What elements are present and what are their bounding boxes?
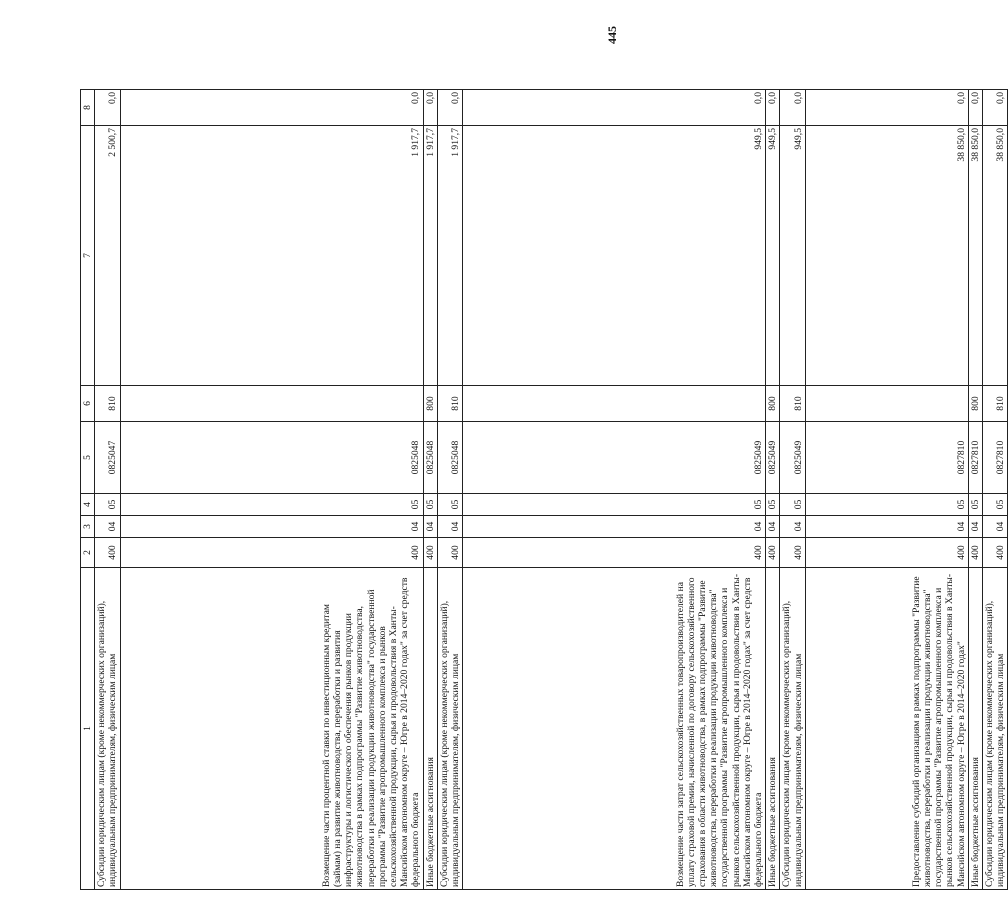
row-name: Возмещение части процентной ставки по инвестиционным кредитам (займам) на развитие животноводства, переработки и развития инфраструктуры и логистического обеспечения рынков продукции животноводства в рамках подпрограммы "Развитие животноводства, переработки и реализации продукции животноводства" государственной программы "Развитие агропромышленного комплекса и рынков сельскохозяйственной продукции, сырья и продовольствия в Ханты-Мансийском автономном округе – Югре в 2014–2020 годах" за счет средств федерального бюджета — [120, 568, 423, 890]
row-c5: 0827810 — [805, 422, 968, 494]
table-row — [805, 90, 968, 890]
row-c5: 0825049 — [780, 422, 805, 494]
row-c2: 400 — [463, 538, 766, 568]
row-c7: 38 850,0 — [805, 126, 968, 386]
row-name: Субсидии юридическим лицам (кроме некоммерческих организаций), индивидуальным предпринимателям, физическим лицам — [983, 568, 1008, 890]
row-c5: 0827810 — [968, 422, 982, 494]
row-name: Иные бюджетные ассигнования — [766, 568, 780, 890]
row-c6: 810 — [437, 386, 462, 422]
row-c3: 04 — [463, 516, 766, 538]
row-c8: 0,0 — [805, 90, 968, 126]
row-c4: 05 — [805, 494, 968, 516]
header-cell: 3 — [81, 516, 95, 538]
row-c7: 949,5 — [766, 126, 780, 386]
row-c3: 04 — [120, 516, 423, 538]
row-c8: 0,0 — [120, 90, 423, 126]
row-c5: 0825048 — [437, 422, 462, 494]
table-row — [95, 90, 120, 890]
row-c6: 800 — [766, 386, 780, 422]
row-c3: 04 — [423, 516, 437, 538]
row-c7: 2 500,7 — [95, 126, 120, 386]
row-c6 — [120, 386, 423, 422]
row-c4: 05 — [463, 494, 766, 516]
row-c3: 04 — [983, 516, 1008, 538]
row-c3: 04 — [437, 516, 462, 538]
row-c5: 0825049 — [766, 422, 780, 494]
row-c4: 05 — [423, 494, 437, 516]
rotated-table-wrapper — [80, 90, 1007, 890]
row-c7: 949,5 — [463, 126, 766, 386]
row-name: Иные бюджетные ассигнования — [423, 568, 437, 890]
table-row — [437, 90, 462, 890]
row-c3: 04 — [968, 516, 982, 538]
row-c6 — [805, 386, 968, 422]
page-number: 445 — [605, 26, 619, 44]
table-row — [968, 90, 982, 890]
row-c2: 400 — [423, 538, 437, 568]
row-c3: 04 — [805, 516, 968, 538]
row-c2: 400 — [968, 538, 982, 568]
row-c8: 0,0 — [983, 90, 1008, 126]
row-c3: 04 — [95, 516, 120, 538]
header-cell: 2 — [81, 538, 95, 568]
row-c6 — [463, 386, 766, 422]
table-row — [463, 90, 766, 890]
row-c2: 400 — [780, 538, 805, 568]
row-c5: 0825048 — [120, 422, 423, 494]
row-c4: 05 — [766, 494, 780, 516]
row-c4: 05 — [968, 494, 982, 516]
table-row — [780, 90, 805, 890]
row-c7: 949,5 — [780, 126, 805, 386]
table-row — [423, 90, 437, 890]
row-c5: 0825049 — [463, 422, 766, 494]
table-row — [983, 90, 1008, 890]
row-c6: 810 — [780, 386, 805, 422]
row-c7: 38 850,0 — [983, 126, 1008, 386]
row-c6: 800 — [968, 386, 982, 422]
row-name: Возмещение части затрат сельскохозяйственных товаропроизводителей на уплату страховой премии, начисленной по договору сельскохозяйственного страхования в области животноводства, в рамках подпрограммы "Развитие животноводства, переработки и реализации продукции животноводства" государственной программы "Развитие агропромышленного комплекса и рынков сельскохозяйственной продукции, сырья и продовольствия в Ханты-Мансийском автономном округе – Югре в 2014–2020 годах" за счет средств федерального бюджета — [463, 568, 766, 890]
row-name: Субсидии юридическим лицам (кроме некоммерческих организаций), индивидуальным предпринимателям, физическим лицам — [95, 568, 120, 890]
table-row — [120, 90, 423, 890]
row-c8: 0,0 — [423, 90, 437, 126]
row-c2: 400 — [766, 538, 780, 568]
row-c8: 0,0 — [766, 90, 780, 126]
table-header-row — [81, 90, 95, 890]
row-c2: 400 — [120, 538, 423, 568]
row-c4: 05 — [983, 494, 1008, 516]
row-c8: 0,0 — [437, 90, 462, 126]
header-cell: 5 — [81, 422, 95, 494]
row-c5: 0825048 — [423, 422, 437, 494]
row-c5: 0825047 — [95, 422, 120, 494]
row-c7: 1 917,7 — [120, 126, 423, 386]
row-c2: 400 — [805, 538, 968, 568]
row-c3: 04 — [780, 516, 805, 538]
row-c8: 0,0 — [968, 90, 982, 126]
row-name: Субсидии юридическим лицам (кроме некоммерческих организаций), индивидуальным предпринимателям, физическим лицам — [437, 568, 462, 890]
header-cell: 6 — [81, 386, 95, 422]
header-cell: 8 — [81, 90, 95, 126]
row-c7: 38 850,0 — [968, 126, 982, 386]
row-c2: 400 — [983, 538, 1008, 568]
header-cell: 4 — [81, 494, 95, 516]
row-c7: 1 917,7 — [437, 126, 462, 386]
row-c5: 0827810 — [983, 422, 1008, 494]
row-name: Субсидии юридическим лицам (кроме некоммерческих организаций), индивидуальным предпринимателям, физическим лицам — [780, 568, 805, 890]
row-name: Иные бюджетные ассигнования — [968, 568, 982, 890]
row-name: Предоставление субсидий организациям в рамках подпрограммы "Развитие животноводства, переработки и реализации продукции животноводства" государственной программы "Развитие агропромышленного комплекса и рынков сельскохозяйственной продукции, сырья и продовольствия в Ханты-Мансийском автономном округе – Югре в 2014–2020 годах" — [805, 568, 968, 890]
row-c6: 810 — [95, 386, 120, 422]
row-c3: 04 — [766, 516, 780, 538]
table-row — [766, 90, 780, 890]
row-c7: 1 917,7 — [423, 126, 437, 386]
row-c8: 0,0 — [780, 90, 805, 126]
row-c6: 800 — [423, 386, 437, 422]
header-cell: 1 — [81, 568, 95, 890]
row-c6: 810 — [983, 386, 1008, 422]
row-c2: 400 — [437, 538, 462, 568]
row-c4: 05 — [437, 494, 462, 516]
header-cell: 7 — [81, 126, 95, 386]
row-c2: 400 — [95, 538, 120, 568]
budget-table — [80, 89, 1008, 890]
row-c4: 05 — [780, 494, 805, 516]
row-c8: 0,0 — [95, 90, 120, 126]
row-c8: 0,0 — [463, 90, 766, 126]
row-c4: 05 — [95, 494, 120, 516]
row-c4: 05 — [120, 494, 423, 516]
